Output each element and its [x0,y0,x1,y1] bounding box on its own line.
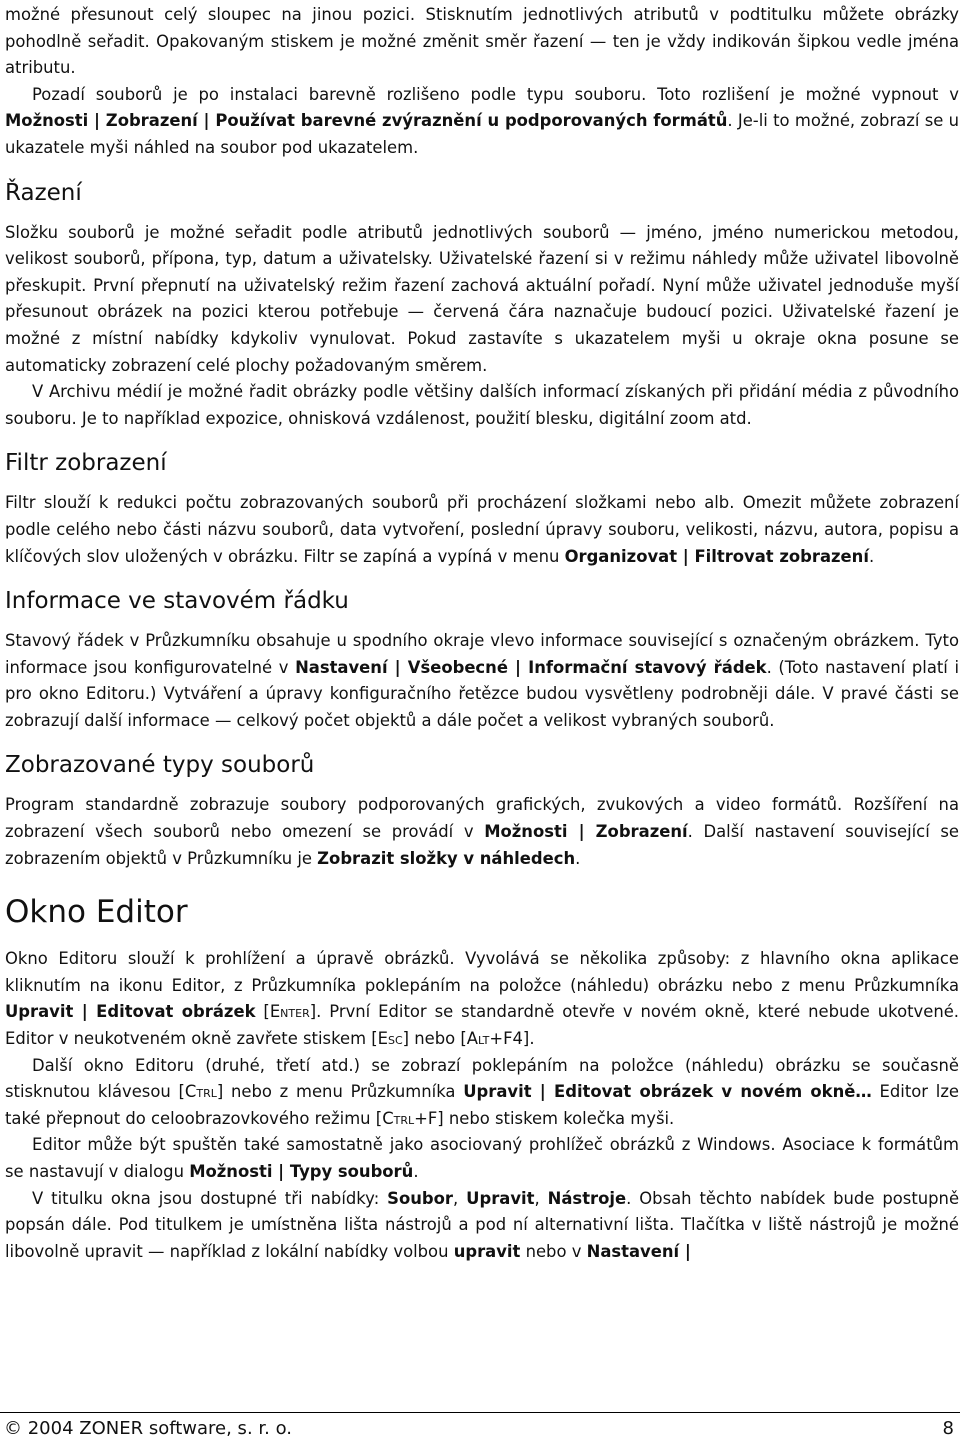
editor-paragraph-2 [5,1053,959,1133]
text-run: Filtr slouží k redukci počtu zobrazovaných souborů při procházení složkami nebo alb. Omezit můžete zobrazení podle celého nebo části názvu souborů, data vytvoření, poslední úpravy souboru, velikosti, názvu, autora, popisu a klíčových slov uložených v obrázku. Filtr se zapíná a vypíná v menu [5,493,959,566]
intro-paragraph-1: možné přesunout celý sloupec na jinou pozici. Stisknutím jednotlivých atributů v podtitulku můžete obrázky pohodlně seřadit. Opakovaným stiskem je možné změnit směr řazení — ten je vždy indikován šipkou vedle jména atributu. [5,5,959,78]
menu-path: Možnosti | Zobrazení [484,822,688,842]
text-run: . [575,848,581,868]
menu-path: Možnosti | Typy souborů [189,1162,414,1181]
editor-paragraph-1 [5,946,959,1052]
sorting-paragraph-2: V Archivu médií je možné řadit obrázky podle většiny dalších informací získaných při přidání média z původního souboru. Je to například expozice, ohnisková vzdálenost, použití blesku, digitální zoom atd. [5,382,959,428]
document-page [5,0,959,1265]
text-run: Okno Editoru slouží k prohlížení a úpravě obrázků. Vyvolává se několika způsoby: z hlavního okna aplikace kliknutím na ikonu Editor, z Průzkumníka poklepáním na položce (náhledu) obrázku nebo z menu Průzkumníka [5,949,959,995]
setting-name: Zobrazit složky v náhledech [317,848,576,868]
text-run: ] nebo [ [402,1029,467,1049]
text-run: V titulku okna jsou dostupné tři nabídky: [32,1188,388,1208]
page-footer [0,1412,960,1439]
sorting-paragraph-1: Složku souborů je možné seřadit podle atributů jednotlivých souborů — jméno, jméno numerickou metodou, velikost souborů, přípona, typ, datum a uživatelsky. Uživatelské řazení si v režimu náhledy může uživatel libovolně přeskupit. První přepnutí na uživatelský režim řazení zachová aktuální pořadí. Nyní může uživatel jednoduše myší přesunout obrázek na pozici kterou potřebuje — červená čára naznačuje budoucí pozici. Uživatelské řazení je možné z místní nabídky kdykoliv vynulovat. Pokud zastavíte s ukazatelem myši u okraje okna posune se automaticky zobrazení celé plochy požadovaným směrem. [5,222,959,375]
text-run: +F4]. [489,1029,535,1049]
text-run: Program standardně zobrazuje soubory podporovaných grafických, zvukových a video formátů. Rozšíření na zobrazení všech souborů nebo omezení se provádí v [5,795,959,842]
key-alt: Alt [466,1029,490,1049]
text-run: , [534,1188,548,1208]
heading-editor: Okno Editor [5,894,188,931]
copyright-notice: © 2004 ZONER software, s. r. o. [4,1418,292,1439]
menu-path: Možnosti | Zobrazení | Používat barevné zvýraznění u podporovaných formátů [5,111,728,131]
editor-paragraph-4 [5,1186,959,1266]
menu-path: Nastavení | [586,1241,691,1261]
menu-name: Soubor [387,1188,453,1208]
editor-paragraph-3 [5,1132,959,1185]
page-number: 8 [942,1418,954,1439]
menu-name: Nástroje [547,1188,627,1208]
text-run: . [868,546,875,566]
heading-filter: Filtr zobrazení [5,450,167,477]
text-run: nebo v [520,1241,587,1261]
text-run: . [413,1162,419,1181]
key-ctrl: Ctrl [382,1108,415,1128]
menu-path: Upravit | Editovat obrázek [5,1002,256,1022]
text-run: Editor lze také přepnout do celoobrazovkového režimu [ [5,1082,960,1128]
text-run: , [452,1188,467,1208]
filetypes-paragraph-1 [5,792,959,872]
menu-path: Nastavení | Všeobecné | Informační stavový řádek [295,657,767,677]
text-run: +F] nebo stiskem kolečka myši. [414,1108,675,1128]
text-run: Pozadí souborů je po instalaci barevně rozlišeno podle typu souboru. Toto rozlišení je možné vypnout v [32,84,959,104]
filter-paragraph-1 [5,490,959,570]
text-run: . Je-li to možné, zobrazí se u ukazatele myši náhled na soubor pod ukazatelem. [5,111,959,157]
key-enter: Enter [269,1002,310,1022]
text-run: ]. První Editor se standardně otevře v novém okně, které nebude ukotvené. Editor v neukotveném okně zavřete stiskem [ [5,1002,959,1049]
menu-path: Organizovat | Filtrovat zobrazení [564,546,869,566]
text-run: . Obsah těchto nabídek bude postupně popsán dále. Pod titulkem je umístněna lišta nástrojů a pod ní alternativní lišta. Tlačítka v liště nástrojů je možné libovolně upravit — například z lokální nabídky volbou [5,1188,960,1261]
menu-path: Upravit | Editovat obrázek v novém okně… [463,1082,872,1102]
heading-filetypes: Zobrazované typy souborů [5,752,315,779]
heading-sorting: Řazení [5,179,82,206]
text-run: Editor může být spuštěn také samostatně jako asociovaný prohlížeč obrázků z Windows. Asociace k formátům se nastavují v dialogu [5,1135,959,1181]
text-run: . Další nastavení související se zobrazením objektů v Průzkumníku je [5,822,959,868]
intro-paragraph-2 [5,82,959,162]
menu-name: Upravit [466,1188,535,1208]
text-run: ] nebo z menu Průzkumníka [216,1082,464,1102]
text-run: [ [255,1002,270,1022]
text-run: Další okno Editoru (druhé, třetí atd.) se zobrazí poklepáním na položce (náhledu) obrázku se současně stisknutou klávesou [ [5,1055,959,1102]
command-name: upravit [453,1241,521,1261]
heading-statusbar: Informace ve stavovém řádku [5,588,349,615]
statusbar-paragraph-1 [5,628,959,734]
key-esc: Esc [377,1029,403,1049]
text-run: . (Toto nastavení platí i pro okno Editoru.) Vytváření a úpravy konfiguračního řetězce budou vysvětleny podrobněji dále. V pravé části se zobrazují další informace — celkový počet objektů a dále počet a velikost vybraných souborů. [5,657,960,730]
text-run: Stavový řádek v Průzkumníku obsahuje u spodního okraje vlevo informace související s označeným obrázkem. Tyto informace jsou konfigurovatelné v [5,631,959,677]
key-ctrl: Ctrl [184,1082,217,1102]
